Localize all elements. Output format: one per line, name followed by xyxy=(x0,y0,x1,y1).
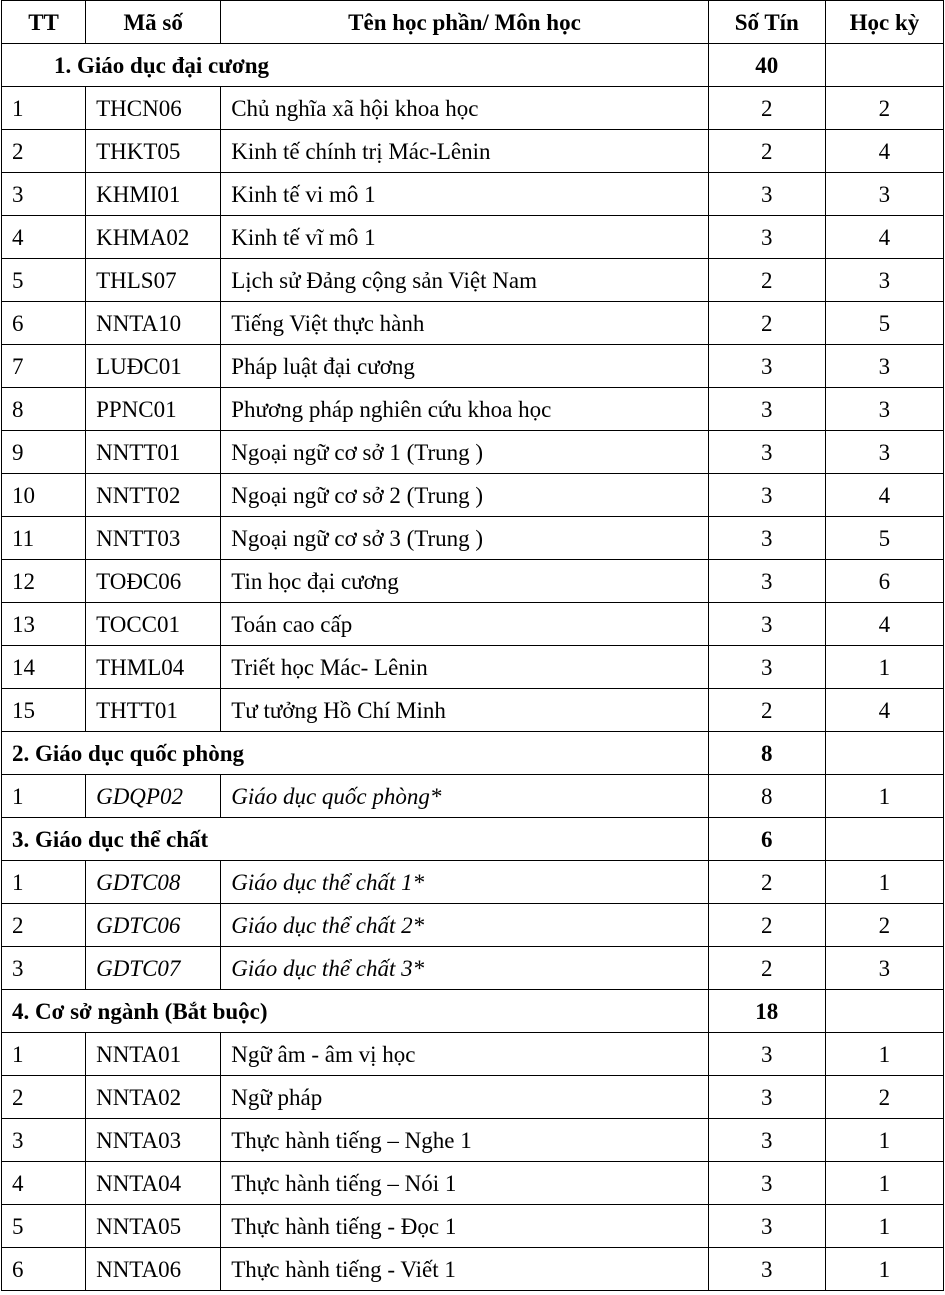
section-semester-empty xyxy=(825,44,943,87)
section-semester-empty xyxy=(825,818,943,861)
table-row xyxy=(2,904,944,947)
course-name: Tin học đại cương xyxy=(221,560,709,603)
section-semester-empty xyxy=(825,990,943,1033)
course-name: Thực hành tiếng - Đọc 1 xyxy=(221,1205,709,1248)
course-semester: 3 xyxy=(825,345,943,388)
row-number: 2 xyxy=(2,904,86,947)
course-credits: 2 xyxy=(708,947,825,990)
course-semester: 1 xyxy=(825,1162,943,1205)
course-code: NNTA03 xyxy=(86,1119,221,1162)
table-row xyxy=(2,474,944,517)
course-semester: 2 xyxy=(825,87,943,130)
course-credits: 2 xyxy=(708,861,825,904)
row-number: 1 xyxy=(2,1033,86,1076)
header-credits: Số Tín xyxy=(708,1,825,44)
course-semester: 3 xyxy=(825,431,943,474)
row-number: 5 xyxy=(2,259,86,302)
course-code: NNTT01 xyxy=(86,431,221,474)
row-number: 4 xyxy=(2,1162,86,1205)
course-code: GDTC06 xyxy=(86,904,221,947)
course-name: Giáo dục quốc phòng* xyxy=(221,775,709,818)
course-credits: 3 xyxy=(708,1205,825,1248)
course-code: GDTC07 xyxy=(86,947,221,990)
course-name: Thực hành tiếng – Nói 1 xyxy=(221,1162,709,1205)
table-row xyxy=(2,259,944,302)
course-credits: 3 xyxy=(708,431,825,474)
table-row xyxy=(2,1076,944,1119)
course-name: Ngoại ngữ cơ sở 1 (Trung ) xyxy=(221,431,709,474)
table-body xyxy=(2,44,944,1291)
section-row xyxy=(2,732,944,775)
table-row xyxy=(2,646,944,689)
course-name: Chủ nghĩa xã hội khoa học xyxy=(221,87,709,130)
course-name: Giáo dục thể chất 2* xyxy=(221,904,709,947)
course-credits: 3 xyxy=(708,388,825,431)
header-course-name: Tên học phần/ Môn học xyxy=(221,1,709,44)
table-row xyxy=(2,130,944,173)
row-number: 11 xyxy=(2,517,86,560)
course-name: Triết học Mác- Lênin xyxy=(221,646,709,689)
row-number: 1 xyxy=(2,775,86,818)
row-number: 2 xyxy=(2,130,86,173)
course-code: THML04 xyxy=(86,646,221,689)
course-semester: 1 xyxy=(825,646,943,689)
header-tt: TT xyxy=(2,1,86,44)
course-name: Giáo dục thể chất 1* xyxy=(221,861,709,904)
course-code: KHMI01 xyxy=(86,173,221,216)
row-number: 2 xyxy=(2,1076,86,1119)
course-name: Tiếng Việt thực hành xyxy=(221,302,709,345)
course-name: Ngữ âm - âm vị học xyxy=(221,1033,709,1076)
course-semester: 3 xyxy=(825,259,943,302)
row-number: 8 xyxy=(2,388,86,431)
row-number: 12 xyxy=(2,560,86,603)
course-semester: 1 xyxy=(825,775,943,818)
course-code: KHMA02 xyxy=(86,216,221,259)
table-row xyxy=(2,87,944,130)
table-row xyxy=(2,1205,944,1248)
course-code: NNTA04 xyxy=(86,1162,221,1205)
table-row xyxy=(2,560,944,603)
row-number: 14 xyxy=(2,646,86,689)
course-credits: 2 xyxy=(708,130,825,173)
table-header-row xyxy=(2,1,944,44)
row-number: 15 xyxy=(2,689,86,732)
course-code: THLS07 xyxy=(86,259,221,302)
table-row xyxy=(2,1162,944,1205)
course-semester: 3 xyxy=(825,173,943,216)
course-name: Ngoại ngữ cơ sở 3 (Trung ) xyxy=(221,517,709,560)
table-row xyxy=(2,689,944,732)
table-row xyxy=(2,173,944,216)
row-number: 9 xyxy=(2,431,86,474)
course-code: GDQP02 xyxy=(86,775,221,818)
course-code: THCN06 xyxy=(86,87,221,130)
course-code: NNTA10 xyxy=(86,302,221,345)
row-number: 3 xyxy=(2,173,86,216)
course-credits: 2 xyxy=(708,302,825,345)
course-semester: 4 xyxy=(825,689,943,732)
section-row xyxy=(2,990,944,1033)
section-credits: 6 xyxy=(708,818,825,861)
row-number: 5 xyxy=(2,1205,86,1248)
course-credits: 3 xyxy=(708,216,825,259)
course-code: THKT05 xyxy=(86,130,221,173)
course-semester: 1 xyxy=(825,1033,943,1076)
course-code: TOCC01 xyxy=(86,603,221,646)
section-title: 3. Giáo dục thể chất xyxy=(2,818,709,861)
course-credits: 3 xyxy=(708,646,825,689)
course-name: Giáo dục thể chất 3* xyxy=(221,947,709,990)
table-row xyxy=(2,388,944,431)
course-name: Kinh tế vi mô 1 xyxy=(221,173,709,216)
header-semester: Học kỳ xyxy=(825,1,943,44)
course-credits: 3 xyxy=(708,603,825,646)
table-row xyxy=(2,216,944,259)
course-code: TOĐC06 xyxy=(86,560,221,603)
course-code: NNTA02 xyxy=(86,1076,221,1119)
table-row xyxy=(2,947,944,990)
course-semester: 1 xyxy=(825,861,943,904)
course-credits: 3 xyxy=(708,1076,825,1119)
row-number: 4 xyxy=(2,216,86,259)
section-credits: 18 xyxy=(708,990,825,1033)
course-credits: 3 xyxy=(708,173,825,216)
curriculum-table xyxy=(1,0,944,1291)
course-code: THTT01 xyxy=(86,689,221,732)
table-row xyxy=(2,1033,944,1076)
row-number: 3 xyxy=(2,1119,86,1162)
course-semester: 4 xyxy=(825,216,943,259)
section-title: 4. Cơ sở ngành (Bắt buộc) xyxy=(2,990,709,1033)
course-name: Ngữ pháp xyxy=(221,1076,709,1119)
section-title: 2. Giáo dục quốc phòng xyxy=(2,732,709,775)
section-row xyxy=(2,818,944,861)
course-credits: 3 xyxy=(708,1162,825,1205)
header-code: Mã số xyxy=(86,1,221,44)
course-credits: 3 xyxy=(708,1248,825,1291)
row-number: 10 xyxy=(2,474,86,517)
course-semester: 4 xyxy=(825,474,943,517)
section-semester-empty xyxy=(825,732,943,775)
table-row xyxy=(2,345,944,388)
course-semester: 3 xyxy=(825,947,943,990)
row-number: 13 xyxy=(2,603,86,646)
course-credits: 3 xyxy=(708,345,825,388)
row-number: 1 xyxy=(2,87,86,130)
course-code: NNTA06 xyxy=(86,1248,221,1291)
course-code: PPNC01 xyxy=(86,388,221,431)
row-number: 7 xyxy=(2,345,86,388)
row-number: 6 xyxy=(2,1248,86,1291)
section-credits: 8 xyxy=(708,732,825,775)
course-name: Kinh tế chính trị Mác-Lênin xyxy=(221,130,709,173)
table-row xyxy=(2,603,944,646)
section-row xyxy=(2,44,944,87)
table-row xyxy=(2,1119,944,1162)
course-credits: 3 xyxy=(708,1119,825,1162)
table-row xyxy=(2,861,944,904)
course-credits: 3 xyxy=(708,1033,825,1076)
row-number: 1 xyxy=(2,861,86,904)
course-semester: 4 xyxy=(825,130,943,173)
course-name: Ngoại ngữ cơ sở 2 (Trung ) xyxy=(221,474,709,517)
course-code: NNTA01 xyxy=(86,1033,221,1076)
course-code: NNTA05 xyxy=(86,1205,221,1248)
course-credits: 3 xyxy=(708,560,825,603)
table-row xyxy=(2,1248,944,1291)
course-semester: 2 xyxy=(825,904,943,947)
course-code: LUĐC01 xyxy=(86,345,221,388)
course-name: Lịch sử Đảng cộng sản Việt Nam xyxy=(221,259,709,302)
course-name: Thực hành tiếng - Viết 1 xyxy=(221,1248,709,1291)
course-semester: 1 xyxy=(825,1248,943,1291)
course-semester: 6 xyxy=(825,560,943,603)
course-semester: 1 xyxy=(825,1119,943,1162)
course-credits: 8 xyxy=(708,775,825,818)
row-number: 3 xyxy=(2,947,86,990)
course-name: Phương pháp nghiên cứu khoa học xyxy=(221,388,709,431)
course-name: Pháp luật đại cương xyxy=(221,345,709,388)
course-name: Kinh tế vĩ mô 1 xyxy=(221,216,709,259)
course-credits: 2 xyxy=(708,904,825,947)
course-semester: 5 xyxy=(825,517,943,560)
course-code: NNTT02 xyxy=(86,474,221,517)
course-code: GDTC08 xyxy=(86,861,221,904)
course-name: Toán cao cấp xyxy=(221,603,709,646)
section-title: 1. Giáo dục đại cương xyxy=(2,44,709,87)
table-row xyxy=(2,775,944,818)
table-row xyxy=(2,431,944,474)
section-credits: 40 xyxy=(708,44,825,87)
course-semester: 4 xyxy=(825,603,943,646)
course-credits: 2 xyxy=(708,689,825,732)
course-name: Tư tưởng Hồ Chí Minh xyxy=(221,689,709,732)
course-code: NNTT03 xyxy=(86,517,221,560)
table-row xyxy=(2,302,944,345)
course-name: Thực hành tiếng – Nghe 1 xyxy=(221,1119,709,1162)
course-semester: 2 xyxy=(825,1076,943,1119)
course-credits: 3 xyxy=(708,474,825,517)
course-semester: 1 xyxy=(825,1205,943,1248)
course-semester: 3 xyxy=(825,388,943,431)
course-semester: 5 xyxy=(825,302,943,345)
course-credits: 2 xyxy=(708,259,825,302)
course-credits: 3 xyxy=(708,517,825,560)
course-credits: 2 xyxy=(708,87,825,130)
row-number: 6 xyxy=(2,302,86,345)
table-row xyxy=(2,517,944,560)
